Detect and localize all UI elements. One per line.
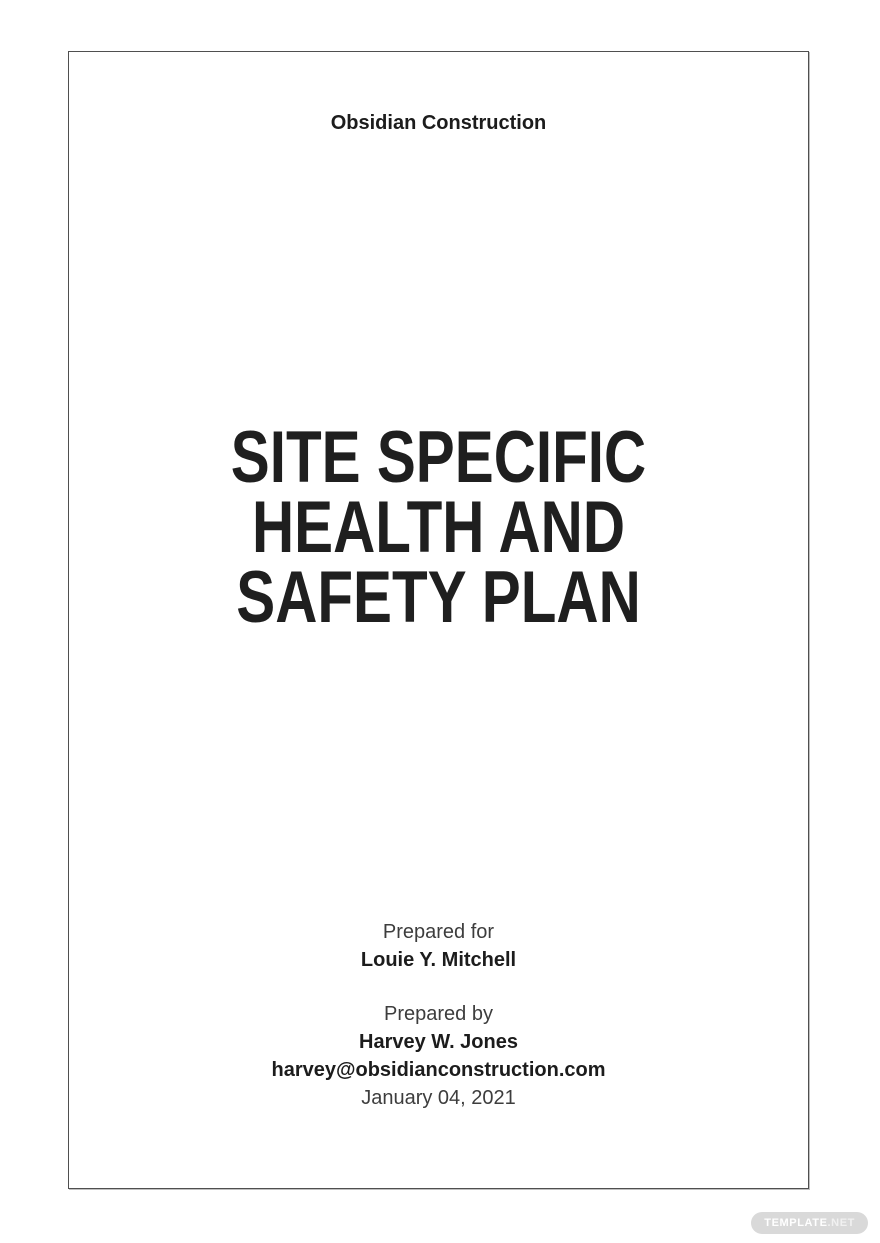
document-title-line-3: SAFETY PLAN (236, 557, 641, 638)
prepared-for-name: Louie Y. Mitchell (360, 949, 517, 971)
document-title-line-1: SITE SPECIFIC (230, 417, 647, 498)
document-page (68, 51, 809, 1189)
watermark-suffix: .NET (827, 1217, 855, 1229)
document-title-line-2: HEALTH AND (251, 487, 626, 568)
prepared-for-label: Prepared for (382, 921, 495, 943)
template-net-watermark-badge[interactable] (751, 1212, 868, 1234)
company-name: Obsidian Construction (330, 112, 547, 134)
prepared-by-email: harvey@obsidianconstruction.com (271, 1059, 606, 1081)
prepared-by-group (69, 1000, 808, 1112)
watermark-brand: TEMPLATE (764, 1217, 828, 1229)
prepared-by-name: Harvey W. Jones (359, 1031, 518, 1053)
prepared-by-label: Prepared by (384, 1003, 493, 1025)
document-title (143, 417, 734, 638)
prepared-for-group (69, 918, 808, 974)
prepared-date: January 04, 2021 (361, 1087, 516, 1109)
prepared-section (69, 918, 808, 1112)
